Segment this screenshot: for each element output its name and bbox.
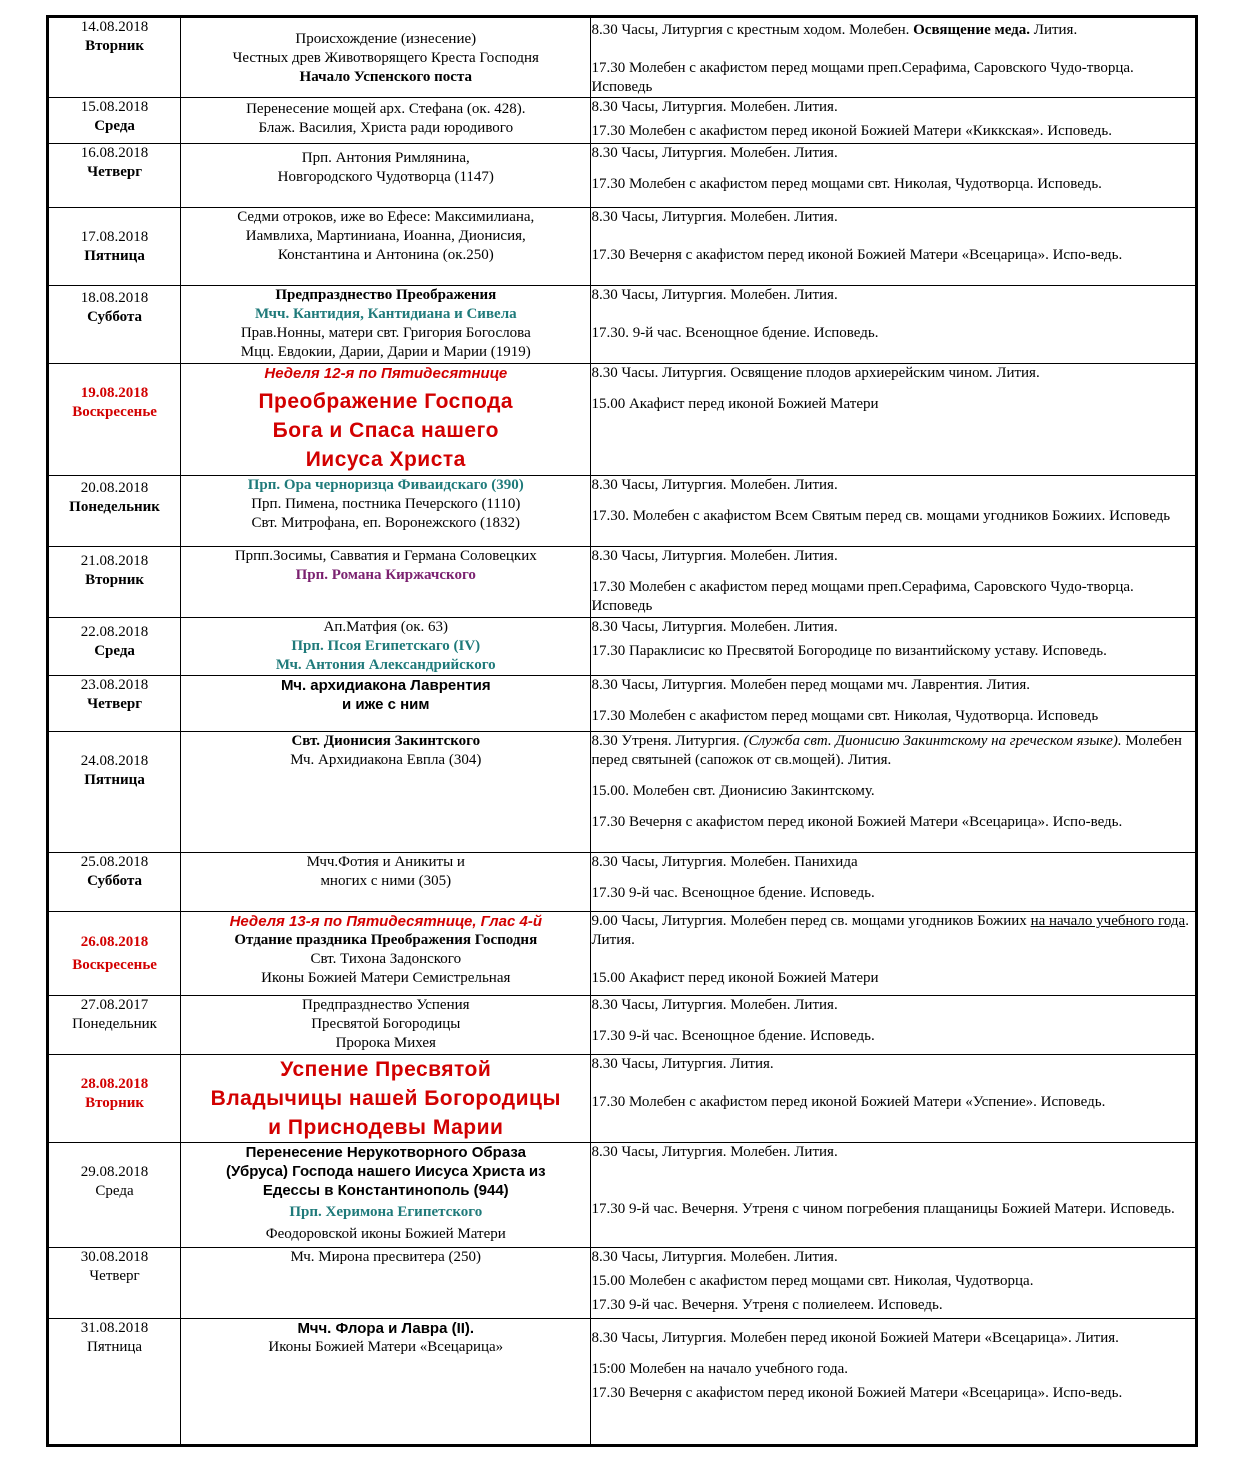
service-line: 9.00 Часы, Литургия. Молебен перед св. мощами угодников Божиих на начало учебного года. Лития. — [591, 913, 1189, 948]
feast-line: Предпразднество Успения — [302, 997, 470, 1013]
table-row — [48, 98, 1197, 144]
date-cell — [48, 912, 181, 996]
service-line: 8.30 Часы, Литургия. Молебен. Панихида — [591, 854, 858, 870]
feast-line: Бога и Спаса нашего — [272, 419, 499, 442]
feast-line: Честных древ Животворящего Креста Господня — [232, 50, 539, 66]
date: 22.08.2018 — [80, 624, 149, 640]
weekday: Среда — [95, 1183, 134, 1199]
weekday: Пятница — [87, 1339, 143, 1355]
feast-line: Прп. Херимона Египетского — [289, 1204, 483, 1220]
table-row — [48, 286, 1197, 364]
service-line: 17.30 Молебен с акафистом перед иконой Божией Матери «Успение». Исповедь. — [591, 1094, 1106, 1110]
table-row — [48, 676, 1197, 732]
service-line: 8.30 Часы, Литургия. Молебен перед мощами мч. Лаврентия. Лития. — [591, 677, 1031, 693]
date-cell — [48, 1319, 181, 1446]
feast-line: Пророка Михея — [335, 1035, 436, 1051]
feast-cell — [181, 364, 591, 476]
feast-line: Мцц. Евдокии, Дарии, Дарии и Марии (1919) — [240, 344, 531, 360]
date-cell — [48, 1055, 181, 1143]
service-line: 17.30. 9-й час. Всенощное бдение. Исповедь. — [591, 325, 879, 341]
services-cell — [591, 208, 1197, 286]
feast-line: Успение Пресвятой — [280, 1058, 492, 1081]
table-row — [48, 1055, 1197, 1143]
services-cell — [591, 17, 1197, 98]
date-cell — [48, 364, 181, 476]
feast-line: Мчч. Кантидия, Кантидиана и Сивела — [254, 306, 517, 322]
feast-cell — [181, 1143, 591, 1248]
services-cell — [591, 476, 1197, 547]
weekday: Понедельник — [69, 499, 160, 515]
services-cell — [591, 547, 1197, 618]
date-cell — [48, 853, 181, 912]
services-cell — [591, 618, 1197, 676]
table-row — [48, 17, 1197, 98]
feast-line: Прав.Нонны, матери свт. Григория Богослова — [240, 325, 531, 341]
feast-cell — [181, 618, 591, 676]
services-cell — [591, 996, 1197, 1055]
service-line: 17.30 Молебен с акафистом перед мощами свт. Николая, Чудотворца. Исповедь. — [591, 176, 1102, 192]
service-line: 8.30 Часы, Литургия. Молебен. Лития. — [591, 1144, 838, 1160]
weekday: Четверг — [87, 696, 143, 712]
service-line: 8.30 Часы, Литургия. Молебен. Лития. — [591, 548, 838, 564]
service-line: 17.30 Молебен с акафистом перед мощами преп.Серафима, Саровского Чудо-творца. Исповедь — [591, 60, 1134, 95]
table-row — [48, 364, 1197, 476]
feast-line: Ап.Матфия (ок. 63) — [323, 619, 448, 635]
feast-line: Свт. Тихона Задонского — [310, 951, 462, 967]
date: 19.08.2018 — [80, 385, 149, 401]
feast-cell — [181, 547, 591, 618]
services-cell — [591, 912, 1197, 996]
feast-line: Блаж. Василия, Христа ради юродивого — [258, 120, 514, 136]
date: 30.08.2018 — [80, 1249, 149, 1265]
feast-line: Свт. Митрофана, еп. Воронежского (1832) — [251, 515, 521, 531]
weekday: Вторник — [85, 1095, 145, 1111]
feast-line: Отдание праздника Преображения Господня — [234, 932, 538, 948]
feast-line: и Приснодевы Марии — [268, 1116, 504, 1139]
weekday: Суббота — [87, 873, 143, 889]
feast-cell — [181, 98, 591, 144]
feast-line: Начало Успенского поста — [299, 69, 473, 85]
table-row — [48, 476, 1197, 547]
feast-cell — [181, 208, 591, 286]
feast-line: Прпп.Зосимы, Савватия и Германа Соловецких — [234, 548, 537, 564]
service-line: 15.00 Акафист перед иконой Божией Матери — [591, 396, 879, 412]
table-row — [48, 996, 1197, 1055]
weekday: Понедельник — [72, 1016, 157, 1032]
feast-cell — [181, 17, 591, 98]
feast-line: Мчч. Флора и Лавра (II). — [297, 1320, 475, 1337]
service-line: 8.30 Часы, Литургия. Лития. — [591, 1056, 774, 1072]
feast-cell — [181, 1248, 591, 1319]
weekday: Воскресенье — [72, 957, 157, 973]
feast-line: Прп. Псоя Египетскаго (IV) — [291, 638, 481, 654]
feast-cell — [181, 286, 591, 364]
feast-line: Новгородского Чудотворца (1147) — [277, 169, 494, 185]
service-line: 8.30 Часы, Литургия. Молебен. Лития. — [591, 99, 838, 115]
date: 21.08.2018 — [80, 553, 149, 569]
date-cell — [48, 208, 181, 286]
service-line: 8.30 Часы. Литургия. Освящение плодов архиерейским чином. Лития. — [591, 365, 1040, 381]
date: 18.08.2018 — [80, 290, 149, 306]
service-line: 15:00 Молебен на начало учебного года. — [591, 1361, 849, 1377]
service-line: 8.30 Утреня. Литургия. (Служба свт. Дионисию Закинтскому на греческом языке). Молебен перед святыней (сапожок от св.мощей). Лития. — [591, 733, 1182, 768]
date: 17.08.2018 — [80, 229, 149, 245]
services-cell — [591, 732, 1197, 853]
date: 31.08.2018 — [80, 1320, 149, 1336]
feast-line: Предпразднество Преображения — [275, 287, 497, 303]
table-row — [48, 618, 1197, 676]
feast-line: Прп. Пимена, постника Печерского (1110) — [251, 496, 521, 512]
feast-cell — [181, 853, 591, 912]
table-row — [48, 208, 1197, 286]
service-line: 17.30 Параклисис ко Пресвятой Богородице по византийскому уставу. Исповедь. — [591, 643, 1107, 659]
weekday: Вторник — [85, 38, 145, 54]
service-line: 15.00 Молебен с акафистом перед мощами свт. Николая, Чудотворца. — [591, 1273, 1034, 1289]
feast-cell — [181, 476, 591, 547]
service-line: 8.30 Часы, Литургия. Молебен перед иконой Божией Матери «Всецарица». Лития. — [591, 1330, 1119, 1346]
feast-line: Перенесение Нерукотворного Образа — [245, 1144, 526, 1161]
table-row — [48, 144, 1197, 208]
service-line: 8.30 Часы, Литургия. Молебен. Лития. — [591, 477, 838, 493]
services-cell — [591, 286, 1197, 364]
schedule-table — [46, 15, 1198, 1447]
service-line: 17.30 Вечерня с акафистом перед иконой Божией Матери «Всецарица». Испо-ведь. — [591, 814, 1123, 830]
feast-line: Константина и Антонина (ок.250) — [277, 247, 494, 263]
service-line: 17.30 Молебен с акафистом перед мощами преп.Серафима, Саровского Чудо-творца. Исповедь — [591, 579, 1134, 614]
date-cell — [48, 144, 181, 208]
feast-line: Преображение Господа — [258, 390, 514, 413]
feast-line: Мч. Антония Александрийского — [275, 657, 496, 673]
feast-cell — [181, 996, 591, 1055]
table-row — [48, 732, 1197, 853]
date: 24.08.2018 — [80, 753, 149, 769]
date: 16.08.2018 — [80, 145, 149, 161]
feast-line: Свт. Дионисия Закинтского — [291, 733, 481, 749]
date-cell — [48, 996, 181, 1055]
weekday: Пятница — [84, 248, 145, 264]
weekday: Воскресенье — [72, 404, 157, 420]
feast-line: Иконы Божией Матери Семистрельная — [261, 970, 511, 986]
service-line: 17.30 Вечерня с акафистом перед иконой Божией Матери «Всецарица». Испо-ведь. — [591, 1385, 1123, 1401]
service-line: 8.30 Часы, Литургия с крестным ходом. Молебен. Освящение меда. Лития. — [591, 22, 1078, 38]
feast-cell — [181, 144, 591, 208]
feast-cell — [181, 1055, 591, 1143]
service-line: 17.30 Молебен с акафистом перед иконой Божией Матери «Киккская». Исповедь. — [591, 123, 1112, 139]
service-line: 8.30 Часы, Литургия. Молебен. Лития. — [591, 619, 838, 635]
date: 26.08.2018 — [80, 934, 149, 950]
feast-line: Иисуса Христа — [305, 448, 466, 471]
service-line: 8.30 Часы, Литургия. Молебен. Лития. — [591, 287, 838, 303]
services-cell — [591, 1319, 1197, 1446]
feast-line: Прп. Ора черноризца Фиваидскаго (390) — [247, 477, 524, 493]
services-cell — [591, 1248, 1197, 1319]
feast-line: и иже с ним — [342, 696, 430, 713]
feast-line: Мч. архидиакона Лаврентия — [280, 677, 491, 694]
date-cell — [48, 1248, 181, 1319]
feast-line: многих с ними (305) — [320, 873, 452, 889]
date: 29.08.2018 — [80, 1164, 149, 1180]
feast-cell — [181, 912, 591, 996]
feast-cell — [181, 1319, 591, 1446]
weekday: Пятница — [84, 772, 145, 788]
table-row — [48, 1143, 1197, 1248]
service-line: 17.30 9-й час. Всенощное бдение. Исповедь. — [591, 885, 875, 901]
feast-line: Происхождение (изнесение) — [295, 31, 477, 47]
weekday: Вторник — [85, 572, 145, 588]
services-cell — [591, 1055, 1197, 1143]
service-line: 8.30 Часы, Литургия. Молебен. Лития. — [591, 997, 838, 1013]
feast-line: Неделя 13-я по Пятидесятнице, Глас 4-й — [229, 913, 542, 930]
services-cell — [591, 98, 1197, 144]
service-line: 17.30. Молебен с акафистом Всем Святым перед св. мощами угодников Божиих. Исповедь — [591, 508, 1171, 524]
feast-line: Мчч.Фотия и Аникиты и — [306, 854, 465, 870]
service-line: 8.30 Часы, Литургия. Молебен. Лития. — [591, 209, 838, 225]
service-line: 8.30 Часы, Литургия. Молебен. Лития. — [591, 1249, 838, 1265]
feast-line: Пресвятой Богородицы — [311, 1016, 461, 1032]
feast-cell — [181, 732, 591, 853]
service-line: 17.30 9-й час. Вечерня. Утреня с полиелеем. Исповедь. — [591, 1297, 943, 1313]
weekday: Четверг — [87, 164, 143, 180]
service-line: 8.30 Часы, Литургия. Молебен. Лития. — [591, 145, 838, 161]
table-row — [48, 912, 1197, 996]
date-cell — [48, 17, 181, 98]
service-line: 17.30 9-й час. Вечерня. Утреня с чином погребения плащаницы Божией Матери. Исповедь. — [591, 1201, 1175, 1217]
date-cell — [48, 676, 181, 732]
date-cell — [48, 98, 181, 144]
service-line: 17.30 Вечерня с акафистом перед иконой Божией Матери «Всецарица». Испо-ведь. — [591, 247, 1123, 263]
feast-line: Прп. Романа Киржачского — [295, 567, 476, 583]
services-cell — [591, 853, 1197, 912]
date: 20.08.2018 — [80, 480, 149, 496]
date: 28.08.2018 — [80, 1076, 149, 1092]
services-cell — [591, 364, 1197, 476]
feast-line: Прп. Антония Римлянина, — [301, 150, 470, 166]
feast-line: Седми отроков, иже во Ефесе: Максимилиана, — [237, 209, 535, 225]
date: 23.08.2018 — [80, 677, 149, 693]
date-cell — [48, 547, 181, 618]
date-cell — [48, 618, 181, 676]
table-row — [48, 1248, 1197, 1319]
services-cell — [591, 1143, 1197, 1248]
date-cell — [48, 476, 181, 547]
services-cell — [591, 676, 1197, 732]
table-row — [48, 853, 1197, 912]
weekday: Среда — [94, 118, 135, 134]
date-cell — [48, 286, 181, 364]
date-cell — [48, 1143, 181, 1248]
feast-line: Иконы Божией Матери «Всецарица» — [268, 1339, 504, 1355]
feast-line: Едессы в Константинополь (944) — [262, 1182, 509, 1199]
date: 15.08.2018 — [80, 99, 149, 115]
service-line: 15.00 Акафист перед иконой Божией Матери — [591, 970, 879, 986]
feast-line: Перенесение мощей арх. Стефана (ок. 428). — [246, 101, 526, 117]
date-cell — [48, 732, 181, 853]
weekday: Четверг — [89, 1268, 140, 1284]
date: 27.08.2017 — [80, 997, 149, 1013]
feast-line: Иамвлиха, Мартиниана, Иоанна, Дионисия, — [245, 228, 526, 244]
feast-line: (Убруса) Господа нашего Иисуса Христа из — [226, 1163, 546, 1180]
feast-line: Владычицы нашей Богородицы — [210, 1087, 561, 1110]
table-row — [48, 1319, 1197, 1446]
feast-line: Неделя 12-я по Пятидесятнице — [264, 365, 508, 382]
weekday: Суббота — [87, 309, 143, 325]
service-line: 17.30 Молебен с акафистом перед мощами свт. Николая, Чудотворца. Исповедь — [591, 708, 1099, 724]
feast-line: Мч. Архидиакона Евпла (304) — [290, 752, 482, 768]
date: 14.08.2018 — [80, 19, 149, 35]
date: 25.08.2018 — [80, 854, 149, 870]
feast-line: Феодоровской иконы Божией Матери — [265, 1226, 506, 1242]
table-row — [48, 547, 1197, 618]
weekday: Среда — [94, 643, 135, 659]
services-cell — [591, 144, 1197, 208]
feast-cell — [181, 676, 591, 732]
feast-line: Мч. Мирона пресвитера (250) — [290, 1249, 482, 1265]
service-line: 17.30 9-й час. Всенощное бдение. Исповедь. — [591, 1028, 875, 1044]
service-line: 15.00. Молебен свт. Дионисию Закинтскому. — [591, 783, 875, 799]
